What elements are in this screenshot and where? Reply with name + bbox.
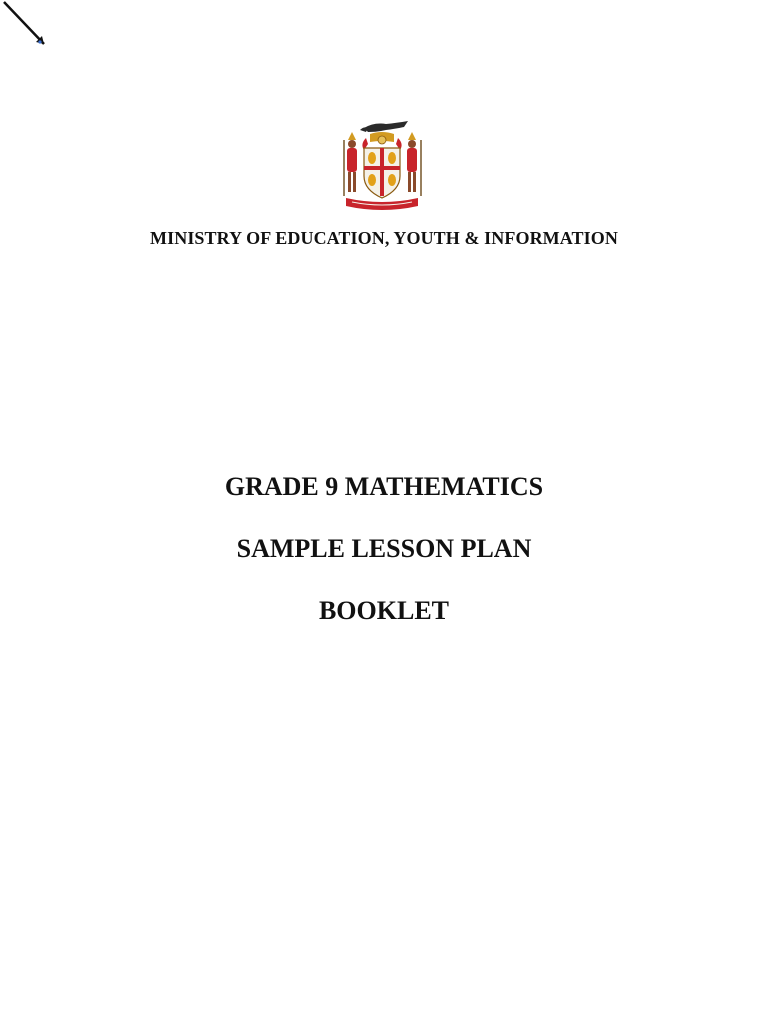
title-booklet: BOOKLET bbox=[318, 596, 450, 625]
title-grade: GRADE 9 MATHEMATICS bbox=[224, 472, 544, 501]
ministry-heading: MINISTRY OF EDUCATION, YOUTH & INFORMATION bbox=[150, 228, 618, 248]
title-lesson-plan: SAMPLE LESSON PLAN bbox=[236, 534, 532, 563]
coat-of-arms-icon bbox=[334, 118, 430, 216]
mouse-pointer-icon bbox=[0, 0, 60, 60]
